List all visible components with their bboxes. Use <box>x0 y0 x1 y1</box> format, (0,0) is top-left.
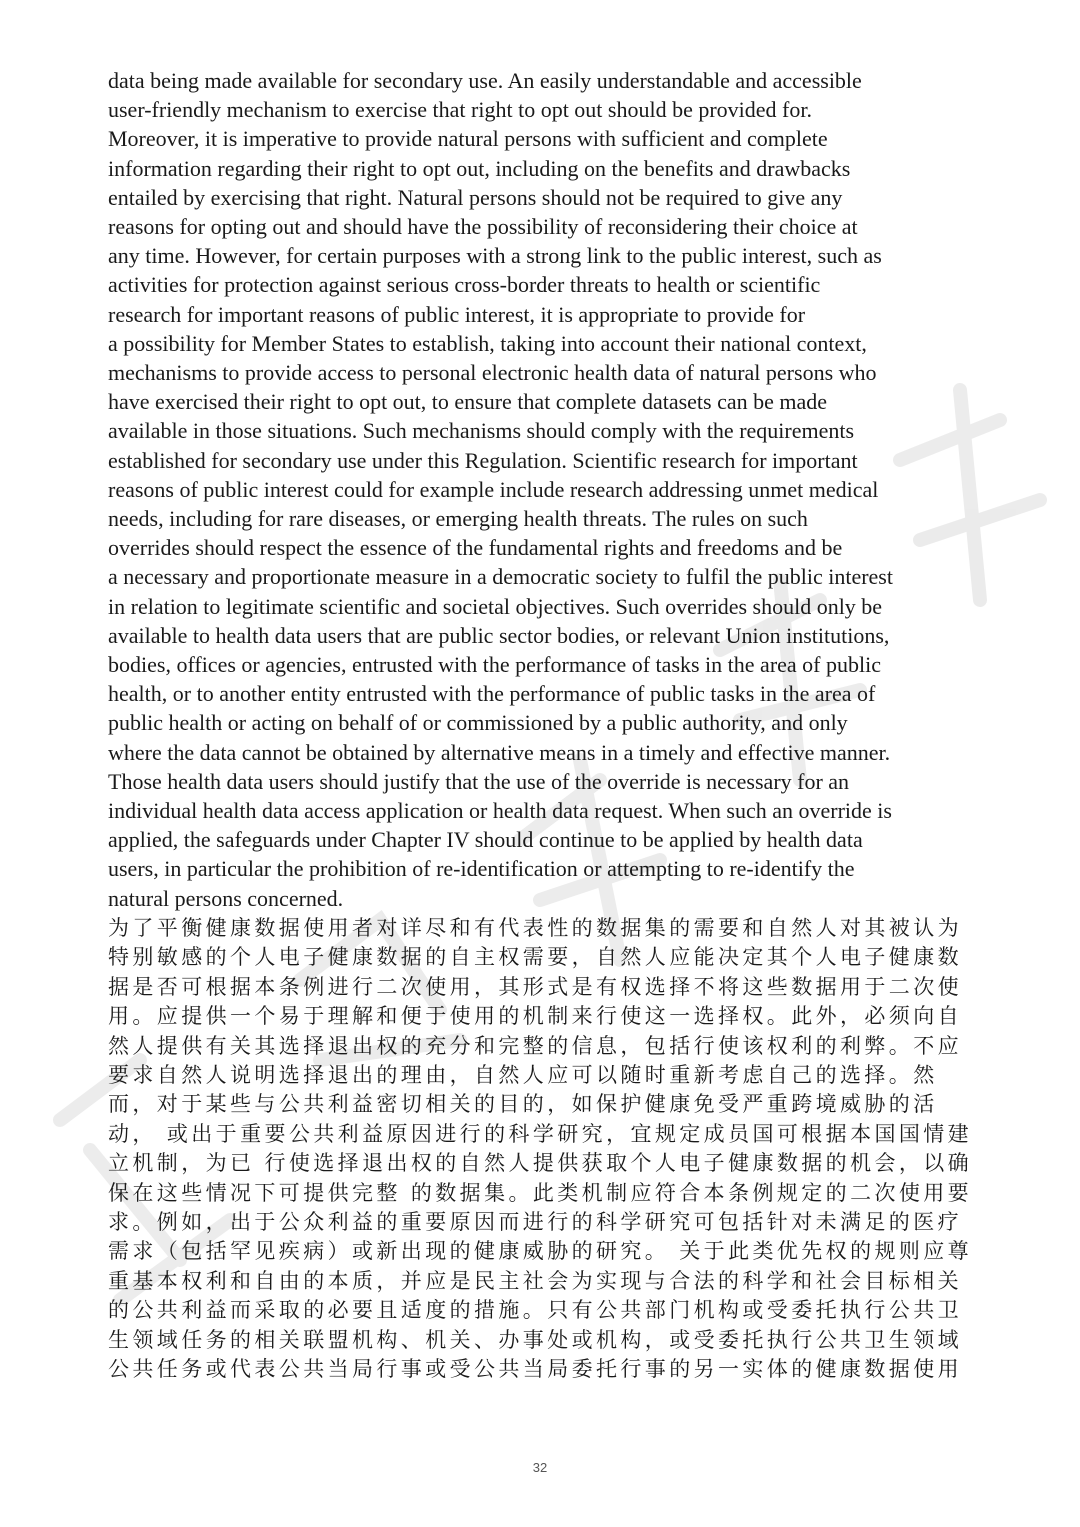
text-line: data being made available for secondary use. An easily understandable and accessible <box>108 68 862 93</box>
text-line: 求。例如，出于公众利益的重要原因而进行的科学研究可包括针对未满足的医疗 <box>108 1210 962 1235</box>
text-line: 用。应提供一个易于理解和便于使用的机制来行使这一选择权。此外，必须向自 <box>108 1004 962 1029</box>
text-line: 要求自然人说明选择退出的理由，自然人应可以随时重新考虑自己的选择。然 <box>108 1063 938 1088</box>
text-line: information regarding their right to opt out, including on the benefits and drawbacks <box>108 155 851 181</box>
text-line: reasons for opting out and should have the possibility of reconsidering their choice at <box>108 214 858 240</box>
text-line: a necessary and proportionate measure in a democratic society to fulfil the public interest <box>108 564 893 590</box>
text-line: bodies, offices or agencies, entrusted with the performance of tasks in the area of public <box>108 652 881 678</box>
text-line: 立机制，为已 行使选择退出权的自然人提供获取个人电子健康数据的机会，以确 <box>108 1151 973 1176</box>
text-line: Moreover, it is imperative to provide natural persons with sufficient and complete <box>108 126 828 152</box>
text-line: 生领域任务的相关联盟机构、机关、办事处或机构，或受委托执行公共卫生领域 <box>108 1327 962 1352</box>
text-line: 公共任务或代表公共当局行事或受公共当局委托行事的另一实体的健康数据使用 <box>108 1357 962 1382</box>
text-line: individual health data access application or health data request. When such an override is <box>108 798 892 824</box>
text-line: public health or acting on behalf of or commissioned by a public authority, and only <box>108 710 848 736</box>
text-line: a possibility for Member States to establish, taking into account their national context, <box>108 330 867 356</box>
text-line: 的公共利益而采取的必要且适度的措施。只有公共部门机构或受委托执行公共卫 <box>108 1298 962 1323</box>
text-line: needs, including for rare diseases, or emerging health threats. The rules on such <box>108 506 808 532</box>
text-line: research for important reasons of public interest, it is appropriate to provide for <box>108 301 806 327</box>
text-line: entailed by exercising that right. Natural persons should not be required to give any <box>108 184 843 210</box>
text-line: 重基本权利和自由的本质，并应是民主社会为实现与合法的科学和社会目标相关 <box>108 1268 962 1293</box>
text-line: 然人提供有关其选择退出权的充分和完整的信息，包括行使该权利的利弊。不应 <box>108 1033 962 1058</box>
english-paragraph <box>108 66 1028 913</box>
text-line: mechanisms to provide access to personal electronic health data of natural persons who <box>108 360 877 386</box>
text-line: where the data cannot be obtained by alternative means in a timely and effective manner. <box>108 739 891 765</box>
text-line: 动， 或出于重要公共利益原因进行的科学研究，宜规定成员国可根据本国国情建 <box>108 1121 973 1146</box>
text-line: in relation to legitimate scientific and societal objectives. Such overrides should only be <box>108 593 883 619</box>
text-line: any time. However, for certain purposes with a strong link to the public interest, such as <box>108 243 882 269</box>
text-line: established for secondary use under this Regulation. Scientific research for important <box>108 447 858 473</box>
text-line: 需求（包括罕见疾病）或新出现的健康威胁的研究。 关于此类优先权的规则应尊 <box>108 1239 973 1264</box>
page-number: 32 <box>532 1460 548 1475</box>
text-line: 而，对于某些与公共利益密切相关的目的，如保护健康免受严重跨境威胁的活 <box>108 1092 938 1117</box>
text-line: reasons of public interest could for example include research addressing unmet medical <box>108 476 879 502</box>
text-line: 特别敏感的个人电子健康数据的自主权需要，自然人应能决定其个人电子健康数 <box>108 945 962 970</box>
text-line: available to health data users that are public sector bodies, or relevant Union institutions, <box>108 622 890 648</box>
text-line: applied, the safeguards under Chapter IV should continue to be applied by health data <box>108 827 863 853</box>
chinese-paragraph <box>108 914 1008 1385</box>
text-line: users, in particular the prohibition of re-identification or attempting to re-identify the <box>108 856 855 882</box>
text-line: activities for protection against serious cross-border threats to health or scientific <box>108 272 821 298</box>
text-line: 据是否可根据本条例进行二次使用，其形式是有权选择不将这些数据用于二次使 <box>108 974 962 999</box>
text-line: health, or to another entity entrusted with the performance of public tasks in the area of <box>108 681 876 707</box>
text-line: have exercised their right to opt out, to ensure that complete datasets can be made <box>108 389 828 415</box>
text-line: user-friendly mechanism to exercise that right to opt out should be provided for. <box>108 97 812 123</box>
text-line: 为了平衡健康数据使用者对详尽和有代表性的数据集的需要和自然人对其被认为 <box>108 916 962 940</box>
text-line: natural persons concerned. <box>108 885 344 911</box>
text-line: Those health data users should justify that the use of the override is necessary for an <box>108 768 850 794</box>
text-line: available in those situations. Such mechanisms should comply with the requirements <box>108 418 855 444</box>
text-line: overrides should respect the essence of the fundamental rights and freedoms and be <box>108 535 843 561</box>
text-line: 保在这些情况下可提供完整 的数据集。此类机制应符合本条例规定的二次使用要 <box>108 1180 973 1205</box>
